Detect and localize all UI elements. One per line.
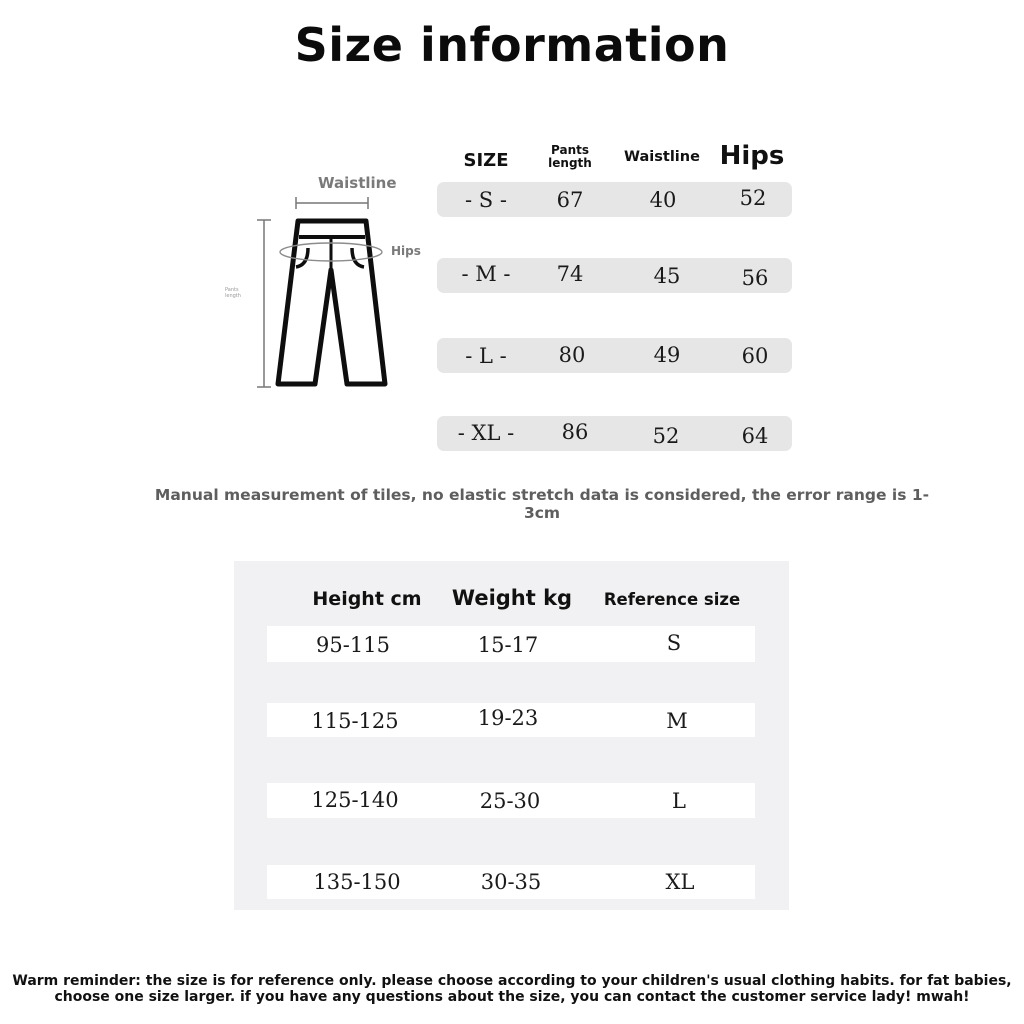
- height-header: Height cm: [312, 588, 422, 610]
- weight-cell: 15-17: [477, 633, 539, 657]
- diagram-waistline-label: Waistline: [318, 174, 397, 192]
- warm-reminder-line-1: Warm reminder: the size is for reference only. please choose according to your children's usual clothing habits. for fat babies,: [12, 973, 1012, 989]
- waist-cell: 45: [653, 264, 681, 288]
- length-cell: 86: [561, 420, 589, 444]
- hips-header: Hips: [719, 141, 785, 171]
- hips-cell: 52: [739, 186, 767, 210]
- size-cell: - XL -: [457, 421, 515, 445]
- weight-cell: 19-23: [477, 706, 539, 730]
- pants-icon: [220, 170, 430, 400]
- diagram-length-label: Pants length: [225, 287, 241, 299]
- page-title: Size information: [294, 18, 730, 72]
- size-cell: - L -: [465, 344, 507, 368]
- pants-diagram: [220, 170, 430, 400]
- size-cell: XL: [665, 870, 695, 894]
- reference-size-header: Reference size: [603, 590, 741, 609]
- diagram-hips-label: Hips: [391, 244, 421, 258]
- size-cell: - M -: [461, 262, 511, 286]
- warm-reminder: [6, 973, 1018, 1005]
- height-cell: 115-125: [311, 709, 399, 733]
- height-cell: 135-150: [313, 870, 401, 894]
- weight-cell: 25-30: [479, 789, 541, 813]
- hips-cell: 64: [741, 424, 769, 448]
- waist-cell: 52: [652, 424, 680, 448]
- length-cell: 67: [556, 188, 584, 212]
- waist-cell: 40: [649, 188, 677, 212]
- measurement-note: Manual measurement of tiles, no elastic stretch data is considered, the error range is 1-3cm: [154, 486, 930, 522]
- weight-header: Weight kg: [451, 586, 573, 610]
- height-cell: 95-115: [316, 633, 390, 657]
- pants-length-header: Pants length: [548, 143, 592, 170]
- hips-cell: 60: [741, 344, 769, 368]
- weight-cell: 30-35: [480, 870, 542, 894]
- length-cell: 80: [558, 343, 586, 367]
- size-cell: L: [672, 789, 686, 813]
- length-cell: 74: [556, 262, 584, 286]
- warm-reminder-line-2: choose one size larger. if you have any questions about the size, you can contact the customer service lady! mwah!: [54, 989, 970, 1005]
- waist-cell: 49: [653, 343, 681, 367]
- size-cell: M: [666, 709, 688, 733]
- hips-cell: 56: [741, 266, 769, 290]
- size-cell: S: [666, 631, 682, 655]
- height-cell: 125-140: [311, 788, 399, 812]
- size-header: SIZE: [463, 150, 509, 171]
- size-cell: - S -: [465, 188, 507, 212]
- waistline-header: Waistline: [624, 149, 700, 165]
